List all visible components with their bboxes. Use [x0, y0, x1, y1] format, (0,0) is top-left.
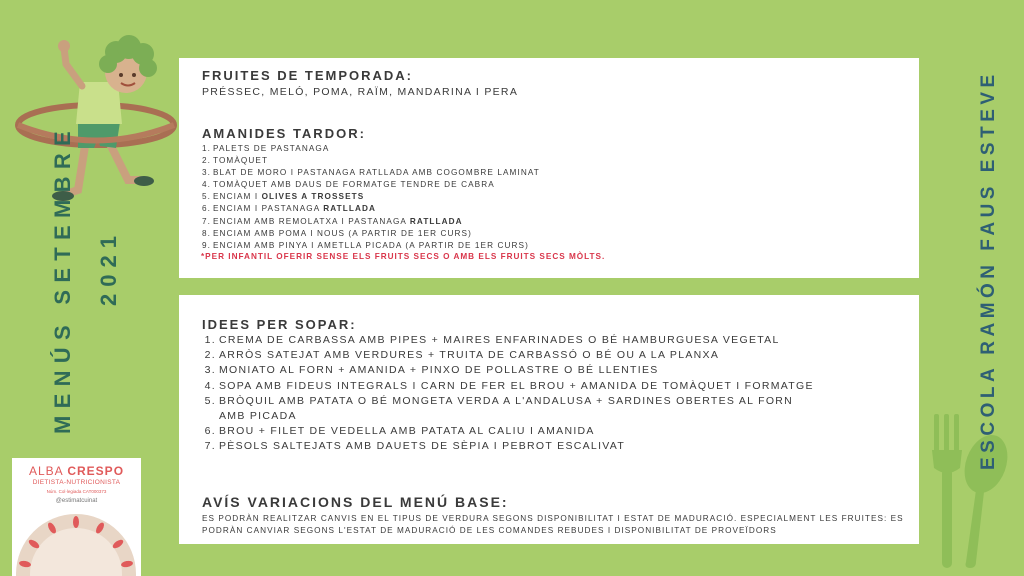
- kid-hula-hoop-illustration: [8, 20, 183, 215]
- logo-emblem-icon: [12, 510, 141, 576]
- logo-tagline: @estimatcuinat: [55, 498, 98, 504]
- dinner-list: [202, 333, 814, 455]
- seasonal-panel: [179, 58, 919, 278]
- list-item: 4. TOMÀQUET AMB DAUS DE FORMATGE TENDRE DE CABRA: [201, 180, 495, 190]
- list-item: 2. TOMÀQUET: [201, 156, 269, 166]
- list-item: 3. BLAT DE MORO I PASTANAGA RATLLADA AMB COGOMBRE LAMINAT: [201, 168, 540, 178]
- dietitian-logo: [12, 458, 141, 576]
- salads-note: *PER INFANTIL OFERIR SENSE ELS FRUITS SECS O AMB ELS FRUITS SECS MÒLTS.: [201, 252, 606, 261]
- list-item: 7. PÈSOLS SALTEJATS AMB DAUETS DE SÈPIA I PEBROT ESCALIVAT: [204, 440, 626, 453]
- fruits-text: PRÉSSEC, MELÓ, POMA, RAÏM, MANDARINA I PERA: [202, 86, 519, 98]
- list-item: 3. MONIATO AL FORN + AMANIDA + PINXO DE POLLASTRE O BÉ LLENTIES: [204, 364, 659, 377]
- list-item: 5. ENCIAM I OLIVES A TROSSETS: [201, 192, 365, 202]
- list-item: 1. CREMA DE CARBASSA AMB PIPES + MAIRES ENFARINADES O BÉ HAMBURGUESA VEGETAL: [204, 334, 780, 346]
- list-item: 9. ENCIAM AMB PINYA I AMETLLA PICADA (A PARTIR DE 1ER CURS): [201, 240, 529, 250]
- logo-subtitle: DIETISTA-NUTRICIONISTA: [32, 479, 121, 486]
- school-name: ESCOLA RAMÓN FAUS ESTEVE: [978, 70, 999, 470]
- salads-list: [201, 143, 540, 252]
- menus-year: 2021: [96, 229, 121, 306]
- logo-name: ALBA CRESPO: [28, 464, 125, 478]
- list-item: 2. ARRÒS SATEJAT AMB VERDURES + TRUITA DE CARBASSÓ O BÉ OU A LA PLANXA: [204, 349, 720, 362]
- logo-license: Núm. Col·legiada CAT000373: [46, 489, 107, 494]
- notice-line-1: ES PODRÀN REALITZAR CANVIS EN EL TIPUS DE VERDURA SEGONS DISPONIBILITAT I ESTAT DE MADURACIÓ. ESPECIALMENT LES FRUITES: ES: [202, 514, 904, 523]
- list-item: 6. BROU + FILET DE VEDELLA AMB PATATA AL CALIU I AMANIDA: [204, 425, 595, 438]
- list-item: 4. SOPA AMB FIDEUS INTEGRALS I CARN DE FER EL BROU + AMANIDA DE TOMÀQUET I FORMATGE: [204, 379, 814, 392]
- dinner-heading: IDEES PER SOPAR:: [202, 317, 357, 332]
- list-item: 6. ENCIAM I PASTANAGA RATLLADA: [201, 204, 376, 214]
- notice-line-2: PODRÀN CANVIAR SEGONS L'ESTAT DE MADURACIÓ DE LES COMANDES REBUDES I DISPONIBILITAT DE PROVEÏDORS: [202, 526, 777, 535]
- dinner-panel: [179, 295, 919, 544]
- list-item: 1. PALETS DE PASTANAGA: [201, 144, 330, 153]
- list-item: 5. BRÒQUIL AMB PATATA O BÉ MONGETA VERDA A L'ANDALUSA + SARDINES OBERTES AL FORN AMB PICADA: [204, 394, 794, 423]
- list-item: 8. ENCIAM AMB POMA I NOUS (A PARTIR DE 1ER CURS): [201, 228, 472, 238]
- fruits-heading: FRUITES DE TEMPORADA:: [202, 68, 413, 83]
- notice-heading: AVÍS VARIACIONS DEL MENÚ BASE:: [202, 494, 509, 510]
- menus-title: MENÚS SETEMBRE: [50, 124, 75, 434]
- salads-heading: AMANIDES TARDOR:: [202, 126, 366, 141]
- list-item: 7. ENCIAM AMB REMOLATXA I PASTANAGA RATLLADA: [201, 216, 463, 226]
